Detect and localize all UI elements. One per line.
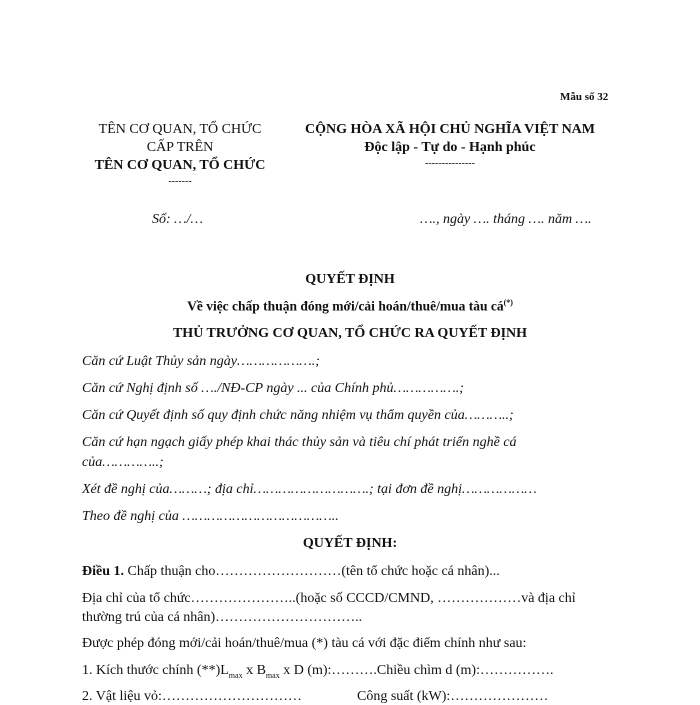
basis-proposal: Theo đề nghị của ……………………………….. xyxy=(82,509,339,524)
authority-heading: THỦ TRƯỞNG CƠ QUAN, TỔ CHỨC RA QUYẾT ĐỊNH xyxy=(172,326,528,341)
superior-agency-line1: TÊN CƠ QUAN, TỔ CHỨC xyxy=(98,122,262,137)
form-number: Mẫu số 32 xyxy=(560,91,609,103)
motto: Độc lập - Tự do - Hạnh phúc xyxy=(364,140,536,155)
agency-rule: ------- xyxy=(168,176,192,187)
motto-rule: --------------- xyxy=(425,158,475,169)
address-line1: Địa chỉ của tổ chức…………………..(hoặc số CCCD/CMND, ………………và địa chỉ xyxy=(82,591,576,606)
bmax-subscript: max xyxy=(265,670,280,680)
country-name: CỘNG HÒA XÃ HỘI CHỦ NGHĨA VIỆT NAM xyxy=(304,122,595,137)
article-1 xyxy=(82,564,500,580)
item-dimensions-prefix: 1. Kích thước chính (**)L xyxy=(82,663,229,678)
document-date: …., ngày …. tháng …. năm …. xyxy=(420,212,592,227)
item-dimensions xyxy=(82,663,553,680)
agency-block xyxy=(70,121,290,189)
basis-law: Căn cứ Luật Thủy sản ngày……………….; xyxy=(82,354,320,369)
agency-name: TÊN CƠ QUAN, TỔ CHỨC xyxy=(94,158,266,173)
item-dimensions-suffix: x D (m):……….Chiều chìm d (m):……………. xyxy=(279,663,554,678)
item-hull-material: 2. Vật liệu vỏ:………………………… xyxy=(82,689,302,704)
article-1-label: Điều 1. xyxy=(82,564,124,579)
document-number: Số: …/… xyxy=(152,212,203,227)
basis-quota-line2: của…………..; xyxy=(82,455,164,470)
item-engine-power: Công suất (kW):………………… xyxy=(357,689,549,704)
permitted-text: Được phép đóng mới/cải hoán/thuê/mua (*) tàu cá với đặc điểm chính như sau: xyxy=(82,636,527,651)
superior-agency-line2: CẤP TRÊN xyxy=(146,140,214,155)
address-line2: thường trú của cá nhân)………………………….. xyxy=(82,610,363,625)
basis-decree: Căn cứ Nghị định số …./NĐ-CP ngày ... của Chính phủ…………….; xyxy=(82,381,464,396)
item-dimensions-mid: x B xyxy=(242,663,266,678)
basis-request: Xét đề nghị của………; địa chỉ……………………….; tại đơn đề nghị……………… xyxy=(82,482,537,497)
basis-quota-line1: Căn cứ hạn ngạch giấy phép khai thác thủy sản và tiêu chí phát triển nghề cá xyxy=(82,435,517,450)
decision-title: QUYẾT ĐỊNH xyxy=(305,272,395,287)
decision-heading: QUYẾT ĐỊNH: xyxy=(302,536,398,551)
republic-block xyxy=(285,121,615,171)
basis-decision: Căn cứ Quyết định số quy định chức năng nhiệm vụ thẩm quyền của………..; xyxy=(82,408,514,423)
subject-text: Về việc chấp thuận đóng mới/cải hoán/thuê/mua tàu cá xyxy=(187,298,504,314)
decision-subject xyxy=(0,298,700,315)
lmax-subscript: max xyxy=(228,670,243,680)
article-1-text: Chấp thuận cho………………………(tên tổ chức hoặc cá nhân)... xyxy=(127,564,500,579)
subject-note: (*) xyxy=(503,298,513,307)
